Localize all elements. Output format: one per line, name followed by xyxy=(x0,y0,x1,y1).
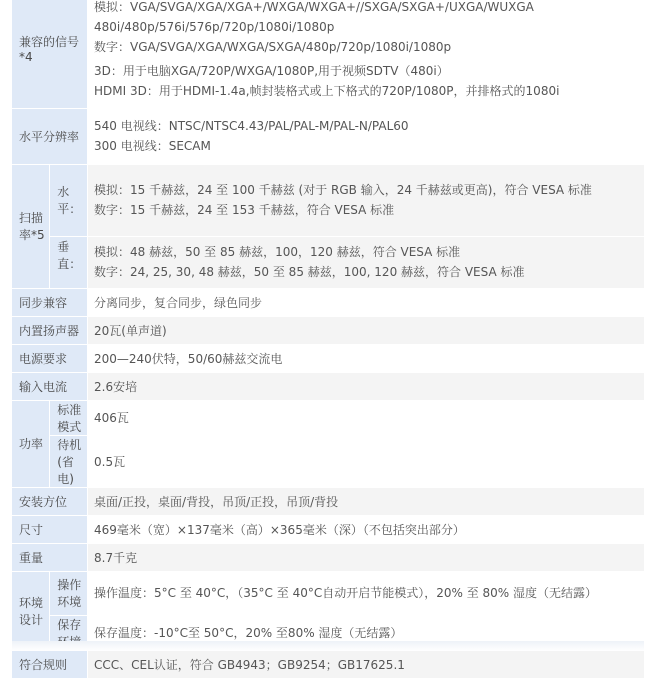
scan-vertical-line-1: 模拟：48 赫兹，50 至 85 赫兹，100，120 赫兹，符合 VESA 标准 xyxy=(94,245,461,259)
row-weight xyxy=(12,543,644,571)
value-scan-vertical xyxy=(88,236,645,288)
value-power-standby: 0.5瓦 xyxy=(88,435,645,487)
resolution-line-2: 300 电视线：SECAM xyxy=(94,139,211,153)
environment-operating-text: 操作温度：5°C 至 40°C，（35°C 至 40°C自动开启节能模式），20% 至 80% 湿度（无结露） xyxy=(94,586,598,600)
scan-vertical-line-2: 数字：24, 25, 30, 48 赫兹，50 至 85 赫兹，100, 120 赫兹，符合 VESA 标准 xyxy=(94,265,525,279)
signals-line-3: 数字：VGA/SVGA/XGA/WXGA/SXGA/480p/720p/1080i/1080p xyxy=(94,39,452,54)
scan-horizontal-line-1: 模拟：15 千赫兹，24 至 100 千赫兹 (对于 RGB 输入，24 千赫兹或更高)，符合 VESA 标准 xyxy=(94,183,592,197)
row-size xyxy=(12,515,644,543)
row-horizontal-resolution xyxy=(12,108,644,164)
row-install xyxy=(12,487,644,515)
row-sync xyxy=(12,288,644,316)
spec-table xyxy=(12,0,644,679)
row-scan-horizontal xyxy=(12,164,644,236)
value-compliance: CCC、CEL认证，符合 GB4943；GB9254；GB17625.1 xyxy=(88,650,645,678)
signals-line-4: 3D：用于电脑XGA/720P/WXGA/1080P,用于视频SDTV（480i） xyxy=(94,63,449,78)
label-scan-horizontal: 水平： xyxy=(50,164,88,236)
label-install: 安装方位 xyxy=(12,487,88,515)
label-power: 功率 xyxy=(12,400,50,487)
label-input-current: 输入电流 xyxy=(12,372,88,400)
scan-horizontal-line-2: 数字：15 千赫兹，24 至 153 千赫兹，符合 VESA 标准 xyxy=(94,203,395,217)
value-weight: 8.7千克 xyxy=(88,543,645,571)
value-sync: 分离同步，复合同步，绿色同步 xyxy=(88,288,645,316)
value-power-requirement: 200—240伏特，50/60赫兹交流电 xyxy=(88,344,645,372)
label-sync: 同步兼容 xyxy=(12,288,88,316)
label-size: 尺寸 xyxy=(12,515,88,543)
label-speaker: 内置扬声器 xyxy=(12,316,88,344)
label-scan-vertical: 垂直： xyxy=(50,236,88,288)
row-environment-operating xyxy=(12,571,644,615)
value-install: 桌面/正投，桌面/背投，吊顶/正投，吊顶/背投 xyxy=(88,487,645,515)
label-environment-operating: 操作环境 xyxy=(50,571,88,615)
row-power-standard xyxy=(12,400,644,435)
row-compliance xyxy=(12,650,644,678)
row-input-current xyxy=(12,372,644,400)
value-speaker: 20瓦(单声道) xyxy=(88,316,645,344)
label-signals: 兼容的信号*4 xyxy=(12,0,88,108)
value-horizontal-resolution xyxy=(88,108,645,164)
row-signals xyxy=(12,0,644,108)
row-scan-vertical xyxy=(12,236,644,288)
row-speaker xyxy=(12,316,644,344)
label-environment-storage: 保存 xyxy=(50,615,88,650)
label-power-standard: 标准模式 xyxy=(50,400,88,435)
resolution-line-1: 540 电视线：NTSC/NTSC4.43/PAL/PAL-M/PAL-N/PAL60 xyxy=(94,119,409,133)
row-power-standby xyxy=(12,435,644,487)
value-environment-storage: 保存温度：-10°C至 50°C，20% 至80% 湿度（无结露） xyxy=(88,615,645,650)
label-compliance: 符合规则 xyxy=(12,650,88,678)
label-environment: 环境设计 xyxy=(12,571,50,650)
label-power-standby: 待机(省电) xyxy=(50,435,88,487)
value-input-current: 2.6安培 xyxy=(88,372,645,400)
signals-line-1: 模拟：VGA/SVGA/XGA/XGA+/WXGA/WXGA+//SXGA/SXGA+/UXGA/WUXGA xyxy=(94,0,534,14)
value-signals xyxy=(88,0,645,108)
value-scan-horizontal xyxy=(88,164,645,236)
label-scan-rate: 扫描率*5 xyxy=(12,164,50,288)
value-size: 469毫米（宽）×137毫米（高）×365毫米（深）（不包括突出部分） xyxy=(88,515,645,543)
label-weight: 重量 xyxy=(12,543,88,571)
value-power-standard: 406瓦 xyxy=(88,400,645,435)
value-environment-operating xyxy=(88,571,645,615)
label-power-requirement: 电源要求 xyxy=(12,344,88,372)
label-horizontal-resolution: 水平分辨率 xyxy=(12,108,88,164)
signals-line-2: 480i/480p/576i/576p/720p/1080i/1080p xyxy=(94,19,335,34)
signals-line-5: HDMI 3D：用于HDMI-1.4a,帧封装格式或上下格式的720P/1080P，并排格式的1080i xyxy=(94,83,560,98)
table-bottom-shadow xyxy=(12,641,644,651)
row-power-requirement xyxy=(12,344,644,372)
